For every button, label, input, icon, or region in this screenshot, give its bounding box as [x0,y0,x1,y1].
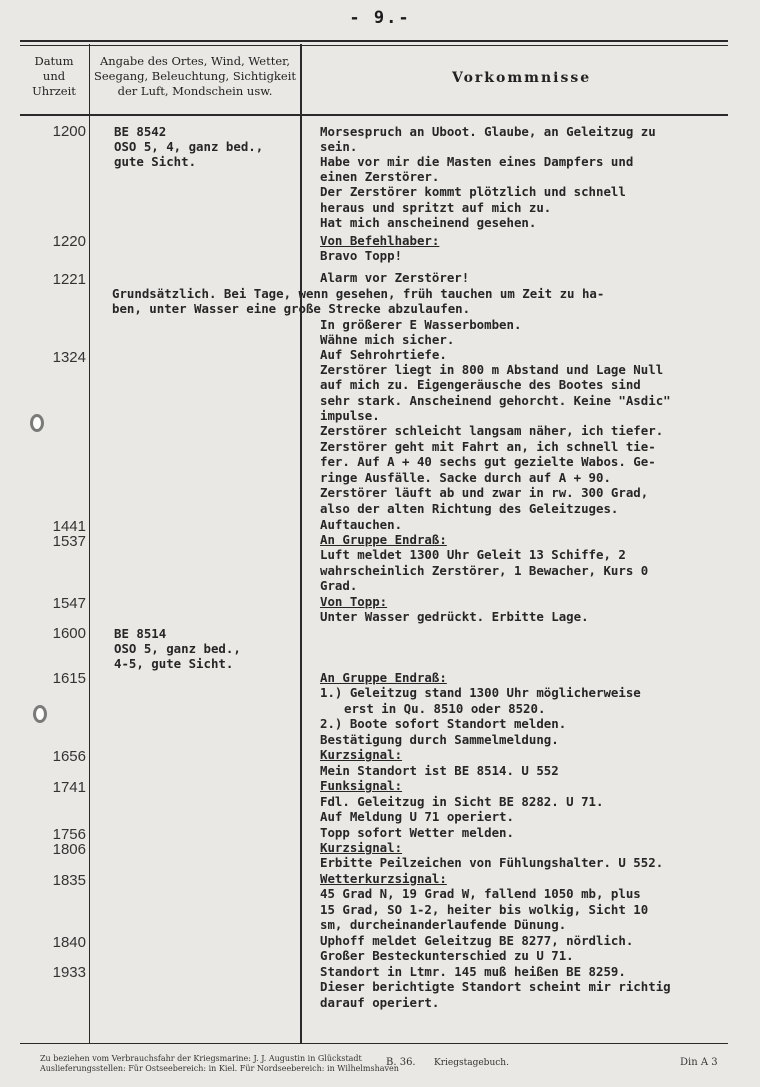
event-heading: Kurzsignal: [320,747,403,762]
event-line: Mein Standort ist BE 8514. U 552 [320,763,559,778]
footer-distribution: Auslieferungsstellen: Für Ostseebereich: in Kiel. Für Nordseebereich: in Wilhelmshaven [40,1064,399,1073]
event-line: Großer Besteckunterschied zu U 71. [320,948,574,963]
event-heading: Wetterkurzsignal: [320,871,447,886]
footer-title: Kriegstagebuch. [434,1058,509,1068]
event-line: einen Zerstörer. [320,169,440,184]
event-line: auf mich zu. Eigengeräusche des Bootes sind [320,377,641,392]
event-line: Uphoff meldet Geleitzug BE 8277, nördlich. [320,933,634,948]
time-entry: 1441 [52,518,86,535]
time-entry: 1840 [52,934,86,951]
time-entry: 1615 [52,670,86,687]
event-line: Luft meldet 1300 Uhr Geleit 13 Schiffe, 2 [320,547,626,562]
event-line: Hat mich anscheinend gesehen. [320,215,537,230]
event-line: Standort in Ltmr. 145 muß heißen BE 8259. [320,964,626,979]
time-entry: 1806 [52,841,86,858]
event-line: 15 Grad, SO 1-2, heiter bis wolkig, Sicht 10 [320,902,649,917]
event-heading: An Gruppe Endraß: [320,532,447,547]
header-rule [20,114,728,116]
event-line: Unter Wasser gedrückt. Erbitte Lage. [320,609,589,624]
event-line: fer. Auf A + 40 sechs gut gezielte Wabos. Ge- [320,454,656,469]
event-line: In größerer E Wasserbomben. [320,317,522,332]
visibility: gute Sicht. [114,154,197,169]
event-line: Morsespruch an Uboot. Glaube, an Geleitzug zu [320,124,656,139]
event-line: Auf Meldung U 71 operiert. [320,809,514,824]
principle-note: Grundsätzlich. Bei Tage, wenn gesehen, früh tauchen um Zeit zu ha- [112,286,605,301]
event-line: Zerstörer geht mit Fahrt an, ich schnell tie- [320,439,656,454]
time-entry: 1756 [52,826,86,843]
bottom-rule [20,1043,728,1044]
wind-weather: OSO 5, 4, ganz bed., [114,139,264,154]
time-entry: 1656 [52,748,86,765]
time-entry: 1537 [52,533,86,550]
column-divider-2 [300,44,302,1044]
time-entry: 1200 [52,123,86,140]
header-location-weather: Angabe des Ortes, Wind, Wetter, Seegang, Beleuchtung, Sichtigkeit der Luft, Mondschein usw. [93,54,297,98]
time-entry: 1933 [52,964,86,981]
event-heading: Von Topp: [320,594,388,609]
event-line: Der Zerstörer kommt plötzlich und schnell [320,184,626,199]
event-line: sm, durcheinanderlaufende Dünung. [320,917,567,932]
event-line: Bestätigung durch Sammelmeldung. [320,732,559,747]
event-line: 45 Grad N, 19 Grad W, fallend 1050 mb, plus [320,886,641,901]
event-line: Dieser berichtigte Standort scheint mir richtig [320,979,671,994]
event-line: erst in Qu. 8510 oder 8520. [344,701,546,716]
event-heading: Kurzsignal: [320,840,403,855]
time-entry: 1324 [52,349,86,366]
header-events: Vorkommnisse [452,70,592,86]
time-entry: 1835 [52,872,86,889]
time-entry: 1547 [52,595,86,612]
top-rule-2 [20,45,728,46]
time-entry: 1221 [52,271,86,288]
event-line: ringe Ausfälle. Sacke durch auf A + 90. [320,470,611,485]
event-line: impulse. [320,408,380,423]
footer-paper-size: Din A 3 [680,1057,718,1068]
event-line: also der alten Richtung des Geleitzuges. [320,501,619,516]
event-line: Auftauchen. [320,517,403,532]
event-line: Auf Sehrohrtiefe. [320,347,447,362]
event-line: sehr stark. Anscheinend gehorcht. Keine "Asdic" [320,393,671,408]
column-divider-1 [89,44,90,1044]
event-line: Zerstörer läuft ab und zwar in rw. 300 Grad, [320,485,649,500]
time-entry: 1741 [52,779,86,796]
header-date-time: Datum und Uhrzeit [32,54,76,98]
event-line: Grad. [320,578,358,593]
event-line: Topp sofort Wetter melden. [320,825,514,840]
time-entry: 1600 [52,625,86,642]
footer-form-number: B. 36. [386,1057,416,1068]
event-line: 1.) Geleitzug stand 1300 Uhr möglicherweise [320,685,641,700]
event-line: darauf operiert. [320,995,440,1010]
principle-note: ben, unter Wasser eine große Strecke abzulaufen. [112,301,471,316]
page-number: - 9.- [349,8,411,28]
footer-publisher: Zu beziehen vom Verbrauchsfahr der Kriegsmarine: J. J. Augustin in Glückstadt [40,1054,362,1063]
event-line: Habe vor mir die Masten eines Dampfers und [320,154,634,169]
event-line: Zerstörer schleicht langsam näher, ich tiefer. [320,423,664,438]
event-line: Zerstörer liegt in 800 m Abstand und Lage Null [320,362,664,377]
event-line: Fdl. Geleitzug in Sicht BE 8282. U 71. [320,794,604,809]
event-line: 2.) Boote sofort Standort melden. [320,716,567,731]
event-line: Alarm vor Zerstörer! [320,270,470,285]
punch-hole-top [30,414,44,432]
event-line: heraus und spritzt auf mich zu. [320,200,552,215]
event-line: sein. [320,139,358,154]
event-heading: Funksignal: [320,778,403,793]
event-line: Erbitte Peilzeichen von Fühlungshalter. U 552. [320,855,664,870]
event-line: Bravo Topp! [320,248,403,263]
position-grid: BE 8514 [114,626,167,641]
position-grid: BE 8542 [114,124,167,139]
event-heading: Von Befehlhaber: [320,233,440,248]
time-entry: 1220 [52,233,86,250]
top-rule [20,40,728,42]
visibility: 4-5, gute Sicht. [114,656,234,671]
event-line: wahrscheinlich Zerstörer, 1 Bewacher, Kurs 0 [320,563,649,578]
wind-weather: OSO 5, ganz bed., [114,641,241,656]
punch-hole-bottom [33,705,47,723]
event-line: Wähne mich sicher. [320,332,455,347]
event-heading: An Gruppe Endraß: [320,670,447,685]
